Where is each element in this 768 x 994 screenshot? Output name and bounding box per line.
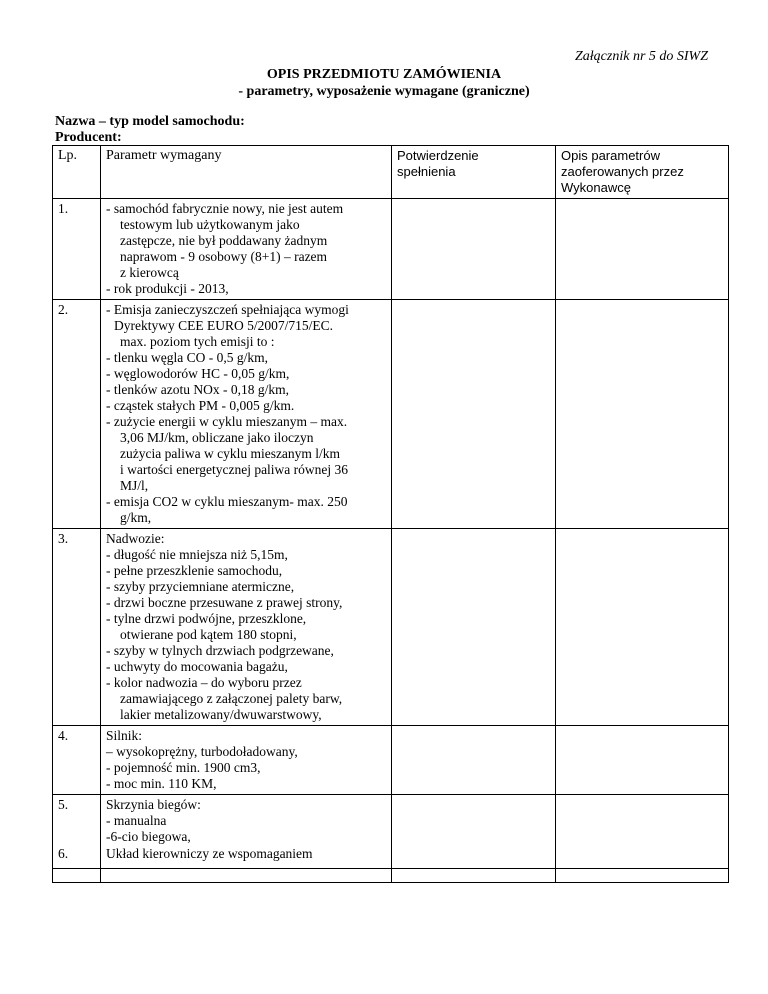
row-lp-value: 6. xyxy=(58,846,69,861)
header-offer-line: zaoferowanych przez xyxy=(561,164,684,179)
param-line: 3,06 MJ/km, obliczane jako iloczyn xyxy=(120,430,314,445)
param-line: - rok produkcji - 2013, xyxy=(106,281,229,296)
table-row xyxy=(53,300,729,529)
param-line: - uchwyty do mocowania bagażu, xyxy=(106,659,288,674)
param-line: Nadwozie: xyxy=(106,531,165,546)
lp-spacer xyxy=(58,813,95,845)
row-lp-value: 5. xyxy=(58,797,69,812)
param-line: - węglowodorów HC - 0,05 g/km, xyxy=(106,366,290,381)
param-line: – wysokoprężny, turbodoładowany, xyxy=(106,744,298,759)
param-line: Skrzynia biegów: xyxy=(106,797,201,812)
table-row xyxy=(53,529,729,726)
header-offer xyxy=(556,146,729,199)
table-row xyxy=(53,199,729,300)
confirm-cell[interactable] xyxy=(392,726,556,795)
param-line: naprawom - 9 osobowy (8+1) – razem xyxy=(120,249,328,264)
param-line: - szyby przyciemniane atermiczne, xyxy=(106,579,295,594)
param-line: - zużycie energii w cyklu mieszanym – max. xyxy=(106,414,348,429)
row-parameter xyxy=(101,529,392,726)
param-line: g/km, xyxy=(120,510,152,525)
confirm-cell[interactable] xyxy=(392,795,556,869)
confirm-cell[interactable] xyxy=(392,869,556,883)
param-line: MJ/l, xyxy=(120,478,149,493)
row-parameter xyxy=(101,300,392,529)
row-lp xyxy=(53,795,101,869)
table-row xyxy=(53,795,729,869)
header-confirm-line: spełnienia xyxy=(397,164,456,179)
table-row-empty xyxy=(53,869,729,883)
param-line: - Emisja zanieczyszczeń spełniająca wymogi xyxy=(106,302,349,317)
row-parameter xyxy=(101,795,392,869)
row-lp: 3. xyxy=(53,529,101,726)
param-line: - długość nie mniejsza niż 5,15m, xyxy=(106,547,288,562)
param-line: - pełne przeszklenie samochodu, xyxy=(106,563,283,578)
confirm-cell[interactable] xyxy=(392,300,556,529)
row-lp: 4. xyxy=(53,726,101,795)
param-line: zastępcze, nie był poddawany żadnym xyxy=(120,233,328,248)
row-lp: 1. xyxy=(53,199,101,300)
param-line: - szyby w tylnych drzwiach podgrzewane, xyxy=(106,643,334,658)
document-title: OPIS PRZEDMIOTU ZAMÓWIENIA xyxy=(266,67,502,82)
param-line: otwierane pod kątem 180 stopni, xyxy=(120,627,297,642)
param-line: Układ kierowniczy ze wspomaganiem xyxy=(106,846,313,861)
model-label: Nazwa – typ model samochodu: xyxy=(55,114,245,129)
table-header-row xyxy=(53,146,729,199)
param-line: zużycia paliwa w cyklu mieszanym l/km xyxy=(120,446,341,461)
annex-label: Załącznik nr 5 do SIWZ xyxy=(575,49,708,64)
row-lp: 2. xyxy=(53,300,101,529)
param-line: - moc min. 110 KM, xyxy=(106,776,217,791)
offer-cell[interactable] xyxy=(556,795,729,869)
header-offer-line: Opis parametrów xyxy=(561,148,660,163)
param-line: - manualna xyxy=(106,813,167,828)
producer-label: Producent: xyxy=(55,130,122,145)
document-subtitle: - parametry, wyposażenie wymagane (graniczne) xyxy=(238,84,530,99)
header-confirm xyxy=(392,146,556,199)
param-line: z kierowcą xyxy=(120,265,179,280)
param-line: i wartości energetycznej paliwa równej 36 xyxy=(120,462,349,477)
param-line: - tlenku węgla CO - 0,5 g/km, xyxy=(106,350,268,365)
param-line: - tlenków azotu NOx - 0,18 g/km, xyxy=(106,382,289,397)
header-confirm-line: Potwierdzenie xyxy=(397,148,479,163)
param-line: testowym lub użytkowanym jako xyxy=(120,217,300,232)
table-row xyxy=(53,726,729,795)
param-line: max. poziom tych emisji to : xyxy=(120,334,275,349)
offer-cell[interactable] xyxy=(556,869,729,883)
confirm-cell[interactable] xyxy=(392,199,556,300)
offer-cell[interactable] xyxy=(556,199,729,300)
param-line: - samochód fabrycznie nowy, nie jest autem xyxy=(106,201,344,216)
param-line: - emisja CO2 w cyklu mieszanym- max. 250 xyxy=(106,494,348,509)
offer-cell[interactable] xyxy=(556,529,729,726)
param-line: Silnik: xyxy=(106,728,143,743)
confirm-cell[interactable] xyxy=(392,529,556,726)
param-line: - pojemność min. 1900 cm3, xyxy=(106,760,261,775)
offer-cell[interactable] xyxy=(556,726,729,795)
param-line: lakier metalizowany/dwuwarstwowy, xyxy=(120,707,322,722)
empty-cell xyxy=(53,869,101,883)
param-line: zamawiającego z załączonej palety barw, xyxy=(120,691,343,706)
param-line: - drzwi boczne przesuwane z prawej strony, xyxy=(106,595,343,610)
param-line: - tylne drzwi podwójne, przeszklone, xyxy=(106,611,307,626)
param-line: Dyrektywy CEE EURO 5/2007/715/EC. xyxy=(114,318,333,333)
header-param: Parametr wymagany xyxy=(101,146,392,199)
empty-cell xyxy=(101,869,392,883)
parameters-table xyxy=(52,145,729,883)
header-lp: Lp. xyxy=(53,146,101,199)
row-parameter xyxy=(101,726,392,795)
row-parameter xyxy=(101,199,392,300)
param-line: -6-cio biegowa, xyxy=(106,829,191,844)
param-line: - kolor nadwozia – do wyboru przez xyxy=(106,675,302,690)
param-line: - cząstek stałych PM - 0,005 g/km. xyxy=(106,398,295,413)
header-offer-line: Wykonawcę xyxy=(561,180,631,195)
offer-cell[interactable] xyxy=(556,300,729,529)
